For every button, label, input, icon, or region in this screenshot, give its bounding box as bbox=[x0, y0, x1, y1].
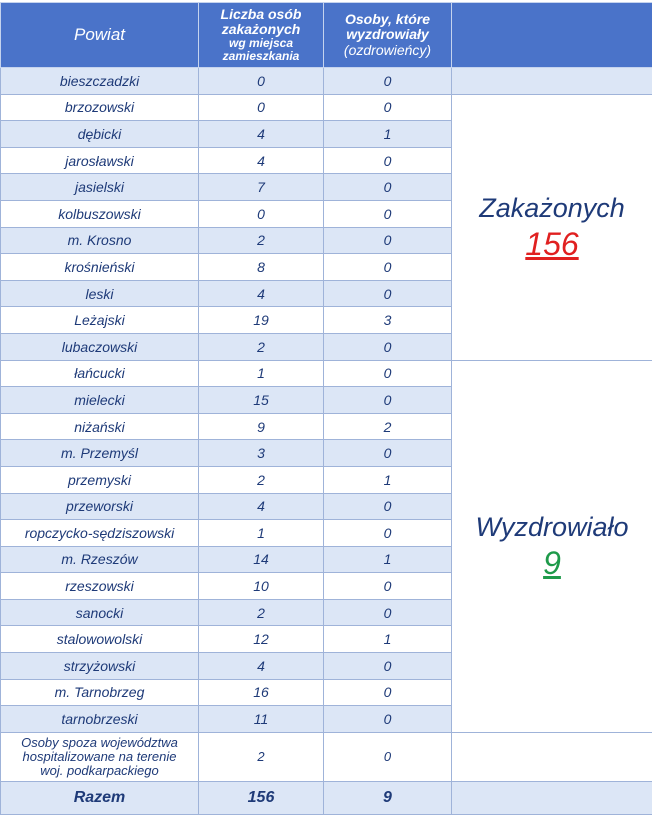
district-name: przemyski bbox=[1, 466, 199, 493]
recovered-count: 0 bbox=[324, 360, 452, 387]
district-name: m. Tarnobrzeg bbox=[1, 679, 199, 706]
district-name: tarnobrzeski bbox=[1, 706, 199, 733]
table-row bbox=[1, 360, 652, 387]
infected-count: 19 bbox=[199, 307, 324, 334]
recovered-count: 0 bbox=[324, 732, 452, 781]
out-of-region-line2: hospitalizowane na terenie bbox=[22, 748, 177, 764]
header-recovered-line3: (ozdrowieńcy) bbox=[343, 42, 432, 58]
header-district: Powiat bbox=[1, 3, 199, 68]
recovered-count: 0 bbox=[324, 94, 452, 121]
recovered-count: 1 bbox=[324, 626, 452, 653]
out-of-region-line3: woj. podkarpackiego bbox=[40, 762, 159, 778]
header-recovered-line2: wyzdrowiały bbox=[346, 26, 429, 42]
infected-count: 3 bbox=[199, 440, 324, 467]
district-name: m. Przemyśl bbox=[1, 440, 199, 467]
recovered-count: 0 bbox=[324, 653, 452, 680]
total-infected: 156 bbox=[199, 781, 324, 814]
district-name: niżański bbox=[1, 413, 199, 440]
district-name: rzeszowski bbox=[1, 573, 199, 600]
infected-count: 2 bbox=[199, 732, 324, 781]
infected-count: 9 bbox=[199, 413, 324, 440]
recovered-count: 2 bbox=[324, 413, 452, 440]
recovered-count: 0 bbox=[324, 254, 452, 281]
recovered-summary-value: 9 bbox=[543, 545, 561, 582]
district-name: krośnieński bbox=[1, 254, 199, 281]
table-row bbox=[1, 68, 652, 95]
summary-blank-cell bbox=[452, 732, 652, 781]
recovered-count: 0 bbox=[324, 387, 452, 414]
recovered-count: 0 bbox=[324, 280, 452, 307]
infected-count: 4 bbox=[199, 653, 324, 680]
district-name: jarosławski bbox=[1, 147, 199, 174]
infected-count: 8 bbox=[199, 254, 324, 281]
infected-count: 1 bbox=[199, 360, 324, 387]
recovered-count: 0 bbox=[324, 68, 452, 95]
district-name: stalowowolski bbox=[1, 626, 199, 653]
infected-count: 11 bbox=[199, 706, 324, 733]
district-name: bieszczadzki bbox=[1, 68, 199, 95]
infected-count: 4 bbox=[199, 493, 324, 520]
infected-summary-label: Zakażonych bbox=[479, 193, 625, 224]
district-name: leski bbox=[1, 280, 199, 307]
infected-count: 2 bbox=[199, 227, 324, 254]
header-infected-line4: zamieszkania bbox=[222, 49, 300, 63]
district-name: m. Krosno bbox=[1, 227, 199, 254]
table-row-out-of-region bbox=[1, 732, 652, 781]
recovered-count: 0 bbox=[324, 706, 452, 733]
infected-count: 0 bbox=[199, 94, 324, 121]
infected-count: 16 bbox=[199, 679, 324, 706]
infected-count: 4 bbox=[199, 121, 324, 148]
infected-summary-value: 156 bbox=[525, 226, 579, 263]
recovered-count: 3 bbox=[324, 307, 452, 334]
district-name: ropczycko-sędziszowski bbox=[1, 520, 199, 547]
header-infected-line1: Liczba osób bbox=[220, 6, 302, 22]
district-name: Leżajski bbox=[1, 307, 199, 334]
infected-count: 0 bbox=[199, 200, 324, 227]
infected-count: 4 bbox=[199, 147, 324, 174]
infected-count: 0 bbox=[199, 68, 324, 95]
recovered-count: 0 bbox=[324, 147, 452, 174]
infected-count: 1 bbox=[199, 520, 324, 547]
district-name: lubaczowski bbox=[1, 333, 199, 360]
district-name: brzozowski bbox=[1, 94, 199, 121]
out-of-region-label bbox=[1, 732, 199, 781]
header-summary bbox=[452, 3, 652, 68]
recovered-count: 0 bbox=[324, 333, 452, 360]
infected-count: 4 bbox=[199, 280, 324, 307]
district-name: jasielski bbox=[1, 174, 199, 201]
recovered-count: 0 bbox=[324, 599, 452, 626]
infected-count: 10 bbox=[199, 573, 324, 600]
infected-count: 12 bbox=[199, 626, 324, 653]
recovered-count: 0 bbox=[324, 679, 452, 706]
recovered-count: 0 bbox=[324, 227, 452, 254]
total-recovered: 9 bbox=[324, 781, 452, 814]
infected-count: 15 bbox=[199, 387, 324, 414]
table-total-row bbox=[1, 781, 652, 814]
district-name: sanocki bbox=[1, 599, 199, 626]
infected-count: 2 bbox=[199, 599, 324, 626]
recovered-count: 0 bbox=[324, 174, 452, 201]
district-name: kolbuszowski bbox=[1, 200, 199, 227]
summary-blank-cell bbox=[452, 68, 652, 95]
header-infected bbox=[199, 3, 324, 68]
recovered-count: 0 bbox=[324, 440, 452, 467]
table-row bbox=[1, 94, 652, 121]
district-name: łańcucki bbox=[1, 360, 199, 387]
header-recovered-line1: Osoby, które bbox=[344, 11, 431, 27]
recovered-count: 1 bbox=[324, 121, 452, 148]
infected-count: 2 bbox=[199, 466, 324, 493]
district-name: m. Rzeszów bbox=[1, 546, 199, 573]
infected-count: 7 bbox=[199, 174, 324, 201]
recovered-summary-label: Wyzdrowiało bbox=[475, 512, 629, 543]
recovered-count: 1 bbox=[324, 466, 452, 493]
table-header-row bbox=[1, 3, 652, 68]
recovered-count: 0 bbox=[324, 200, 452, 227]
header-infected-line3: wg miejsca bbox=[228, 36, 294, 50]
infected-count: 14 bbox=[199, 546, 324, 573]
summary-blank-cell bbox=[452, 781, 652, 814]
district-name: mielecki bbox=[1, 387, 199, 414]
infected-summary-cell bbox=[452, 94, 652, 360]
infected-count: 2 bbox=[199, 333, 324, 360]
recovered-count: 0 bbox=[324, 520, 452, 547]
recovered-count: 0 bbox=[324, 573, 452, 600]
header-infected-line2: zakażonych bbox=[221, 21, 301, 37]
recovered-count: 1 bbox=[324, 546, 452, 573]
header-recovered bbox=[324, 3, 452, 68]
district-name: dębicki bbox=[1, 121, 199, 148]
district-name: strzyżowski bbox=[1, 653, 199, 680]
district-table bbox=[0, 2, 652, 815]
district-name: przeworski bbox=[1, 493, 199, 520]
out-of-region-line1: Osoby spoza województwa bbox=[21, 734, 178, 750]
recovered-summary-cell bbox=[452, 360, 652, 732]
recovered-count: 0 bbox=[324, 493, 452, 520]
total-label: Razem bbox=[1, 781, 199, 814]
